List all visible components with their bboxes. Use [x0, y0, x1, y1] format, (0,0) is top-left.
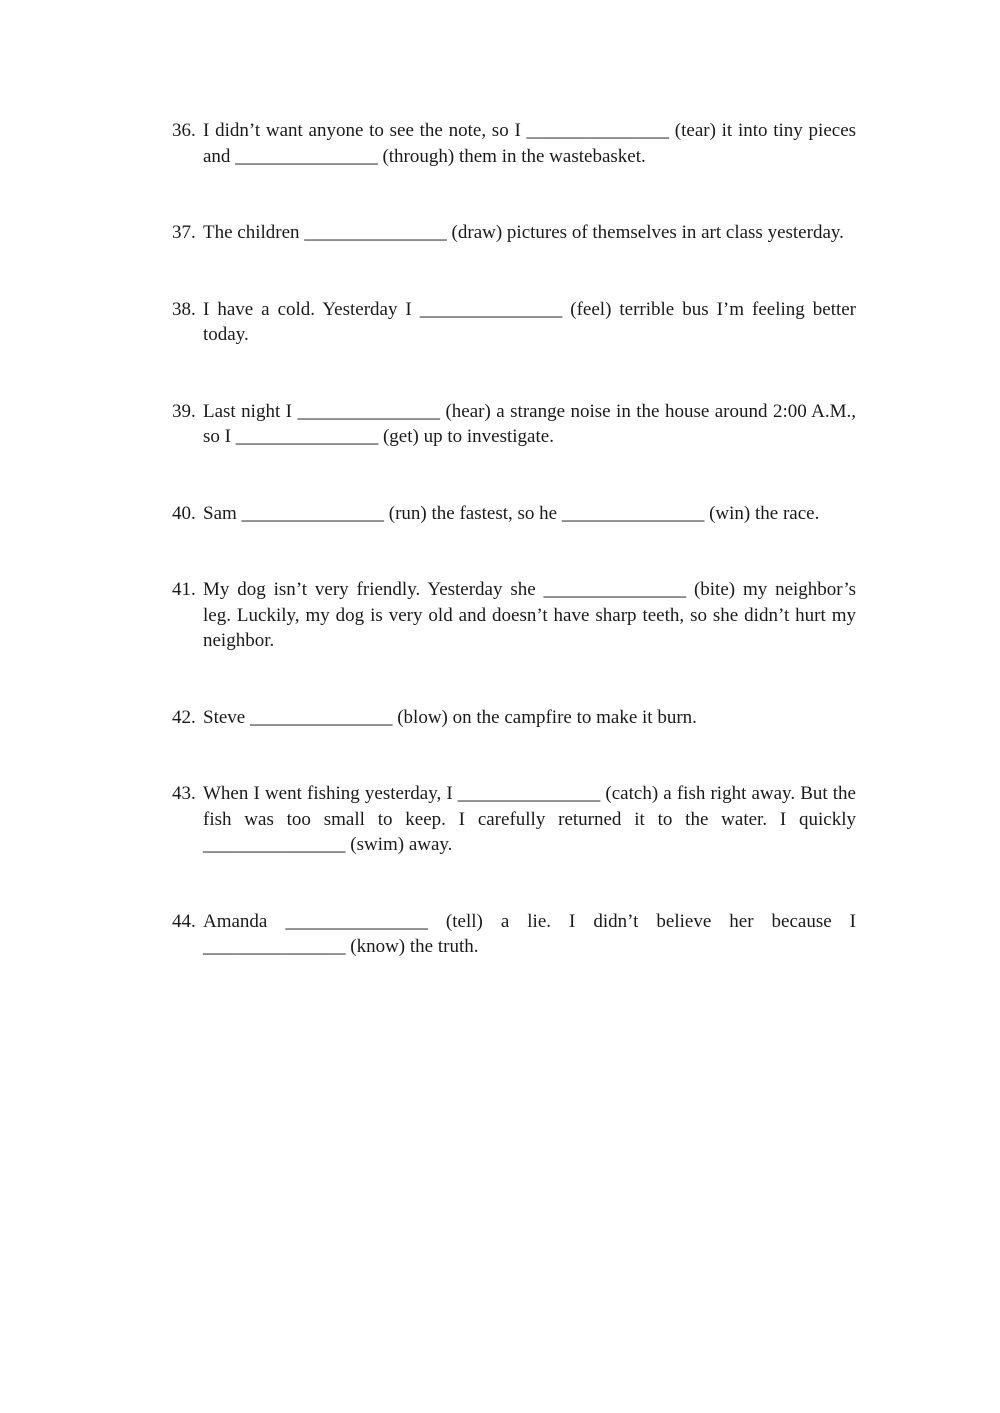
item-text — [203, 705, 856, 731]
item-number: 43. — [172, 783, 196, 804]
answer-blank[interactable]: _______________ — [561, 502, 705, 524]
text-segment: (run) the fastest, so he — [388, 502, 558, 524]
text-segment: Sam — [203, 502, 237, 524]
item-number: 36. — [172, 120, 196, 141]
answer-blank[interactable]: _______________ — [526, 120, 670, 141]
answer-blank[interactable]: _______________ — [203, 936, 346, 957]
exercise-item-37 — [172, 220, 856, 246]
item-text — [203, 220, 856, 246]
item-number: 41. — [172, 579, 196, 600]
item-number: 42. — [172, 706, 196, 728]
text-segment: (tear) it into tiny pieces and — [203, 120, 857, 167]
answer-blank[interactable]: _______________ — [304, 222, 447, 243]
text-segment: (catch) a fish right away. But the fish was too small to keep. I carefully returned it to the water. I quickly — [203, 783, 856, 830]
text-segment: When I went fishing yesterday, I — [203, 783, 453, 804]
item-text — [203, 577, 856, 654]
text-segment: The children — [203, 222, 300, 243]
item-text — [203, 781, 856, 858]
text-segment: (hear) a strange noise in the house around 2:00 A.M., so I — [203, 400, 857, 447]
exercise-list — [172, 118, 856, 960]
item-text — [203, 118, 856, 169]
text-segment: (blow) on the campfire to make it burn. — [397, 706, 697, 728]
exercise-item-44 — [172, 909, 856, 960]
exercise-item-38 — [172, 297, 856, 348]
exercise-item-36 — [172, 118, 856, 169]
item-text — [203, 399, 856, 450]
item-text — [203, 909, 856, 960]
item-number: 40. — [172, 502, 196, 524]
item-text — [203, 501, 856, 527]
text-segment: My dog isn’t very friendly. Yesterday she — [203, 579, 536, 600]
exercise-item-42 — [172, 705, 856, 731]
item-number: 38. — [172, 298, 196, 320]
text-segment: (tell) a lie. I didn’t believe her because I — [445, 910, 857, 932]
item-number: 39. — [172, 400, 196, 422]
item-number: 44. — [172, 910, 196, 932]
text-segment: (win) the race. — [709, 502, 820, 524]
answer-blank[interactable]: _______________ — [457, 783, 601, 804]
answer-blank[interactable]: _______________ — [297, 400, 440, 422]
text-segment: I have a cold. Yesterday I — [203, 298, 412, 320]
text-segment: (draw) pictures of themselves in art class yesterday. — [451, 222, 844, 243]
text-segment: (get) up to investigate. — [382, 426, 554, 447]
text-segment: (through) them in the wastebasket. — [382, 145, 646, 167]
text-segment: Amanda — [203, 910, 268, 932]
exercise-item-43 — [172, 781, 856, 858]
answer-blank[interactable]: _______________ — [235, 426, 379, 447]
answer-blank[interactable]: _______________ — [249, 706, 393, 728]
exercise-item-41 — [172, 577, 856, 654]
answer-blank[interactable]: _______________ — [285, 910, 428, 932]
text-segment: (know) the truth. — [350, 936, 479, 957]
text-segment: I didn’t want anyone to see the note, so I — [203, 120, 521, 141]
text-segment: Steve — [203, 706, 246, 728]
answer-blank[interactable]: _______________ — [543, 579, 687, 600]
answer-blank[interactable]: _______________ — [203, 834, 346, 855]
text-segment: Last night I — [203, 400, 293, 422]
item-text — [203, 297, 856, 348]
answer-blank[interactable]: _______________ — [419, 298, 563, 320]
text-segment: (bite) my neighbor’s leg. Luckily, my dog is very old and doesn’t have sharp teeth, so she didn’t hurt my neighbor. — [203, 579, 857, 651]
exercise-item-39 — [172, 399, 856, 450]
exercise-item-40 — [172, 501, 856, 527]
item-number: 37. — [172, 222, 196, 243]
text-segment: (feel) terrible bus I’m feeling better today. — [203, 298, 857, 345]
answer-blank[interactable]: _______________ — [235, 145, 378, 167]
answer-blank[interactable]: _______________ — [241, 502, 385, 524]
text-segment: (swim) away. — [350, 834, 453, 855]
